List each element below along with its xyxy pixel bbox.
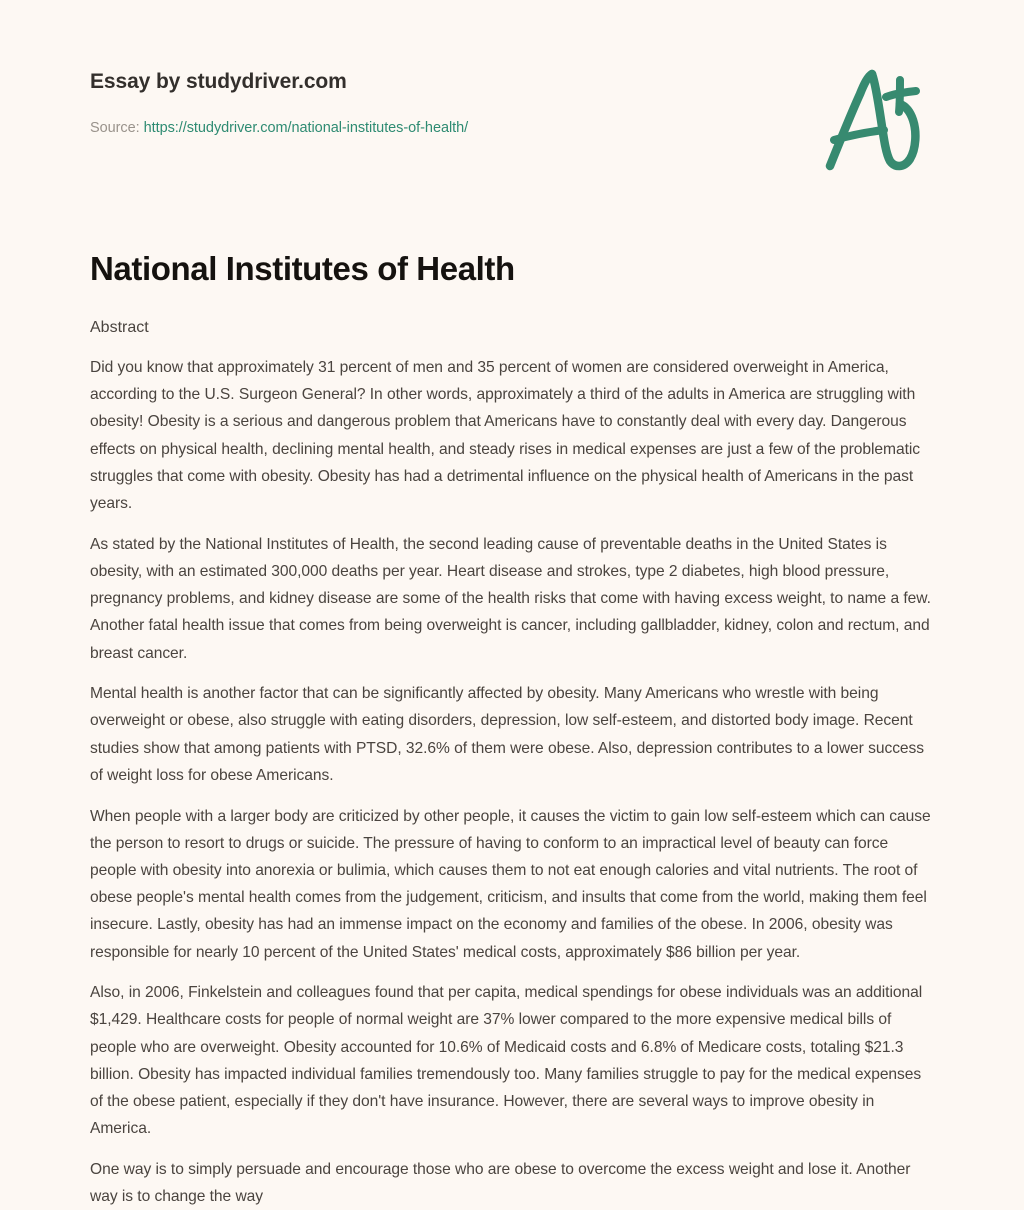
page-title: National Institutes of Health — [90, 250, 515, 287]
byline: Essay by studydriver.com — [90, 70, 347, 93]
body-paragraph: Did you know that approximately 31 percent of men and 35 percent of women are considered overweight in America, according to the U.S. Surgeon General? In other words, approximately a third of the adults in America are struggling with obesity! Obesity is a serious and dangerous problem that Americans have to constantly deal with every day. Dangerous effects on physical health, declining mental health, and steady rises in medical expenses are just a few of the problematic struggles that come with obesity. Obesity has had a detrimental influence on the physical health of Americans in the past years. — [90, 359, 921, 513]
body-paragraph: One way is to simply persuade and encourage those who are obese to overcome the excess weight and lose it. Another way is to change the way — [90, 1160, 911, 1206]
essay-body — [90, 354, 938, 1210]
a-plus-logo-icon — [812, 62, 930, 174]
body-paragraph: Mental health is another factor that can be significantly affected by obesity. Many Americans who wrestle with being overweight or obese, also struggle with eating disorders, depression, low self-esteem, and distorted body image. Recent studies show that among patients with PTSD, 32.6% of them were obese. Also, depression contributes to a lower success of weight loss for obese Americans. — [90, 685, 925, 784]
body-paragraph: When people with a larger body are criticized by other people, it causes the victim to gain low self-esteem which can cause the person to resort to drugs or suicide. The pressure of having to conform to an impractical level of beauty can force people with obesity into anorexia or bulimia, which causes them to not eat enough calories and vital nutrients. The root of obese people's mental health comes from the judgement, criticism, and insults that come from the world, making them feel insecure. Lastly, obesity has had an immense impact on the economy and families of the obese. In 2006, obesity was responsible for nearly 10 percent of the United States' medical costs, approximately $86 billion per year. — [90, 807, 931, 961]
body-paragraph: As stated by the National Institutes of Health, the second leading cause of preventable deaths in the United States is obesity, with an estimated 300,000 deaths per year. Heart disease and strokes, type 2 diabetes, high blood pressure, pregnancy problems, and kidney disease are some of the health risks that come with having excess weight, to name a few. Another fatal health issue that comes from being overweight is cancer, including gallbladder, kidney, colon and rectum, and breast cancer. — [90, 535, 931, 662]
abstract-label: Abstract — [90, 319, 149, 336]
source-line — [90, 120, 468, 136]
source-url-link[interactable]: https://studydriver.com/national-institutes-of-health/ — [143, 120, 469, 136]
a-plus-logo[interactable] — [812, 62, 930, 174]
source-label: Source: — [90, 120, 140, 136]
body-paragraph: Also, in 2006, Finkelstein and colleagues found that per capita, medical spendings for obese individuals was an additional $1,429. Healthcare costs for people of normal weight are 37% lower compared to the more expensive medical bills of people who are overweight. Obesity accounted for 10.6% of Medicaid costs and 6.8% of Medicare costs, totaling $21.3 billion. Obesity has impacted individual families tremendously too. Many families struggle to pay for the medical expenses of the obese patient, especially if they don't have insurance. However, there are several ways to improve obesity in America. — [90, 984, 923, 1138]
page-header — [0, 0, 1024, 190]
